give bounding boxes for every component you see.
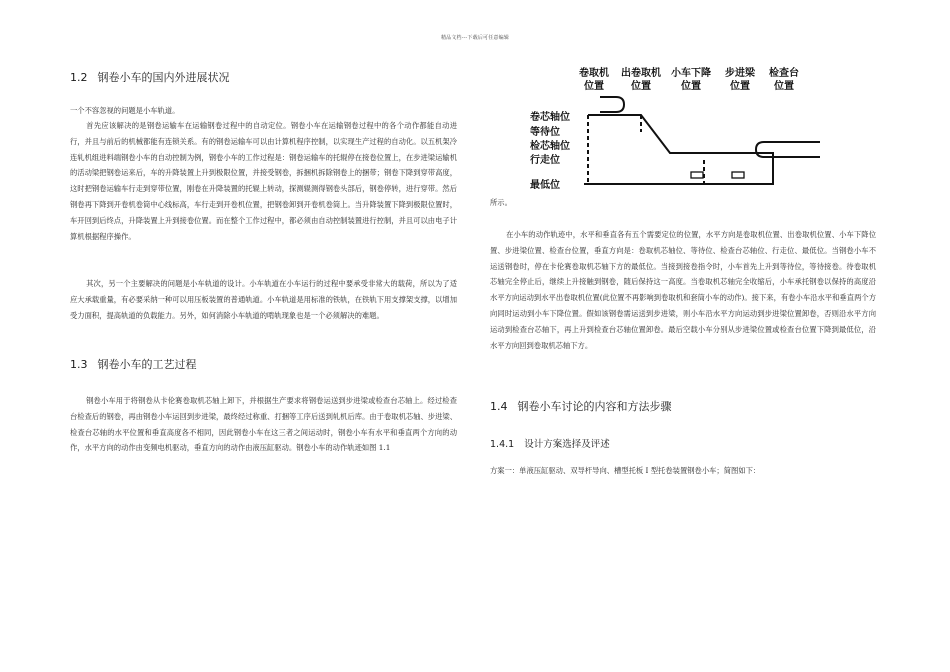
label-left-lowest: 最低位 [530,180,560,191]
trajectory-path [584,115,773,184]
paragraph-text: 钢卷小车用于将钢卷从卡伦赛卷取机芯轴上卸下，并根据生产要求将钢卷运送到步进梁或检查台芯轴上。经过检查台检查后的钢卷，再由钢卷小车运回到步进梁，最终经过称重、打捆等工序后送到轧机后库。由于卷取机芯轴、步进梁、检查台芯轴的水平位置和垂直高度各不相同，因此钢卷小车在这三者之间运动时，钢卷小车有水平和垂直两个方向的动作，水平方向的动作由变频电机驱动，垂直方向的动作由液压缸驱动。钢卷小车的动作轨迹如图 1.1 [70,396,457,453]
walking-beam-block [732,172,744,178]
section-1-4-heading [490,398,672,414]
paragraph [70,118,457,244]
label-top-exit-2: 位置 [631,81,651,92]
section-title: 设计方案选择及评述 [524,439,610,450]
section-title: 钢卷小车的工艺过程 [97,358,197,371]
label-top-descend-1: 小车下降 [671,68,711,79]
paragraph: 方案一：单液压缸驱动、双导杆导向、槽型托板 I 型托卷装置钢卷小车；简图如下： [490,466,761,475]
page-header: 精品文档---下载后可任意编辑 [440,35,510,41]
section-number: 1.4.1 [490,439,515,450]
label-left-travel: 行走位 [530,155,560,166]
label-top-exit-1: 出卷取机 [621,68,661,79]
paragraph [70,276,457,323]
section-number: 1.3 [70,358,88,371]
label-left-mandrel: 卷芯轴位 [530,112,570,123]
section-number: 1.2 [70,71,88,84]
label-top-descend-2: 位置 [681,81,701,92]
walking-beam-block [691,172,703,178]
label-top-inspection-2: 位置 [774,81,794,92]
paragraph-text: 其次，另一个主要解决的问题是小车轨道的设计。小车轨道在小车运行的过程中要承受非常大的载荷，所以为了适应大承载重量，有必要采纳一种可以用压板装置的普通轨道。小车轨道是用标准的铁轨，在铁轨下用支撑架支撑，以增加受力面积，提高轨道的负载能力。另外，如何消除小车轨道的啃轨现象也是一个必须解决的难题。 [70,279,457,320]
label-top-coiler-1: 卷取机 [579,68,609,79]
section-1-2-heading [70,69,230,85]
section-number: 1.4 [490,400,508,413]
paragraph-text: 首先应该解决的是钢卷运输车在运输钢卷过程中的自动定位。钢卷小车在运输钢卷过程中的各个动作都能自动进行，并且与前后的机械都能有连锁关系。有的钢卷运输车可以由计算机程序控制，以实现生产过程的自动化。以五机架冷连轧机组进料端钢卷小车的自动控制为例，钢卷小车的工作过程是：钢卷运输车的托辊停在接卷位置上，在步进梁运输机的活动梁把钢卷运来后，车的升降装置上升到极限位置，并接受钢卷，拆捆机拆除钢卷上的捆带；钢卷下降到穿带高度，这时把钢卷运输车行走到穿带位置，刚卷在升降装置的托辊上转动，探测辊测得钢卷头部后，钢卷停转，进行穿带。然后钢卷再下降到开卷机卷筒中心线标高，车行走到开卷机位置，把钢卷卸到开卷机卷筒上。当升降装置下降到极限位置时，车开回到后终点，升降装置上升到接卷位置。而在整个工作过程中，都必须由自动控制装置进行控制，并且可以由电子计算机根据程序操作。 [70,121,457,241]
section-title: 钢卷小车讨论的内容和方法步骤 [517,400,672,413]
coil-car-trajectory-figure [524,64,824,212]
paragraph: 一个不容忽视的问题是小车轨道。 [70,106,180,115]
paragraph [490,227,876,353]
label-left-inspection-mandrel: 检芯轴位 [530,141,570,152]
label-top-inspection-1: 检查台 [769,68,799,79]
label-left-waiting: 等待位 [530,127,560,138]
section-title: 钢卷小车的国内外进展状况 [97,71,230,84]
coiler-mandrel-shape [600,97,624,112]
label-top-walking-beam-2: 位置 [730,81,750,92]
inspection-mandrel-shape [756,142,820,157]
section-1-3-heading [70,356,197,372]
label-top-walking-beam-1: 步进梁 [725,68,755,79]
label-top-coiler-2: 位置 [584,81,604,92]
paragraph [70,393,457,456]
figure-caption-continuation: 所示。 [490,198,512,207]
section-1-4-1-heading [490,436,610,450]
paragraph-text: 在小车的动作轨迹中，水平和垂直各有五个需要定位的位置，水平方向是卷取机位置、出卷取机位置、小车下降位置、步进梁位置、检查台位置，垂直方向是：卷取机芯轴位、等待位、检查台芯轴位、行走位、最低位。当钢卷小车不运送钢卷时，停在卡伦赛卷取机芯轴下方的最低位。当接到接卷指令时，小车首先上升到等待位，等待接卷。待卷取机芯轴完全停止后，继续上升接触到钢卷，随后保持这一高度。当卷取机芯轴完全收缩后，小车承托钢卷以保持的高度沿水平方向运动到水平出卷取机位置(此位置不再影响到卷取机和套筒小车的动作)。接下来，有卷小车沿水平和垂直两个方向同时运动到小车下降位置。假如该钢卷需运送到步进梁，则小车沿水平方向运动到步进梁位置卸卷，否则沿水平方向运动到检查台芯轴下，再上升到检查台芯轴位置卸卷。最后空载小车分别从步进梁位置或检查台位置下降到最低位，沿水平方向回到卷取机芯轴下方。 [490,230,876,350]
